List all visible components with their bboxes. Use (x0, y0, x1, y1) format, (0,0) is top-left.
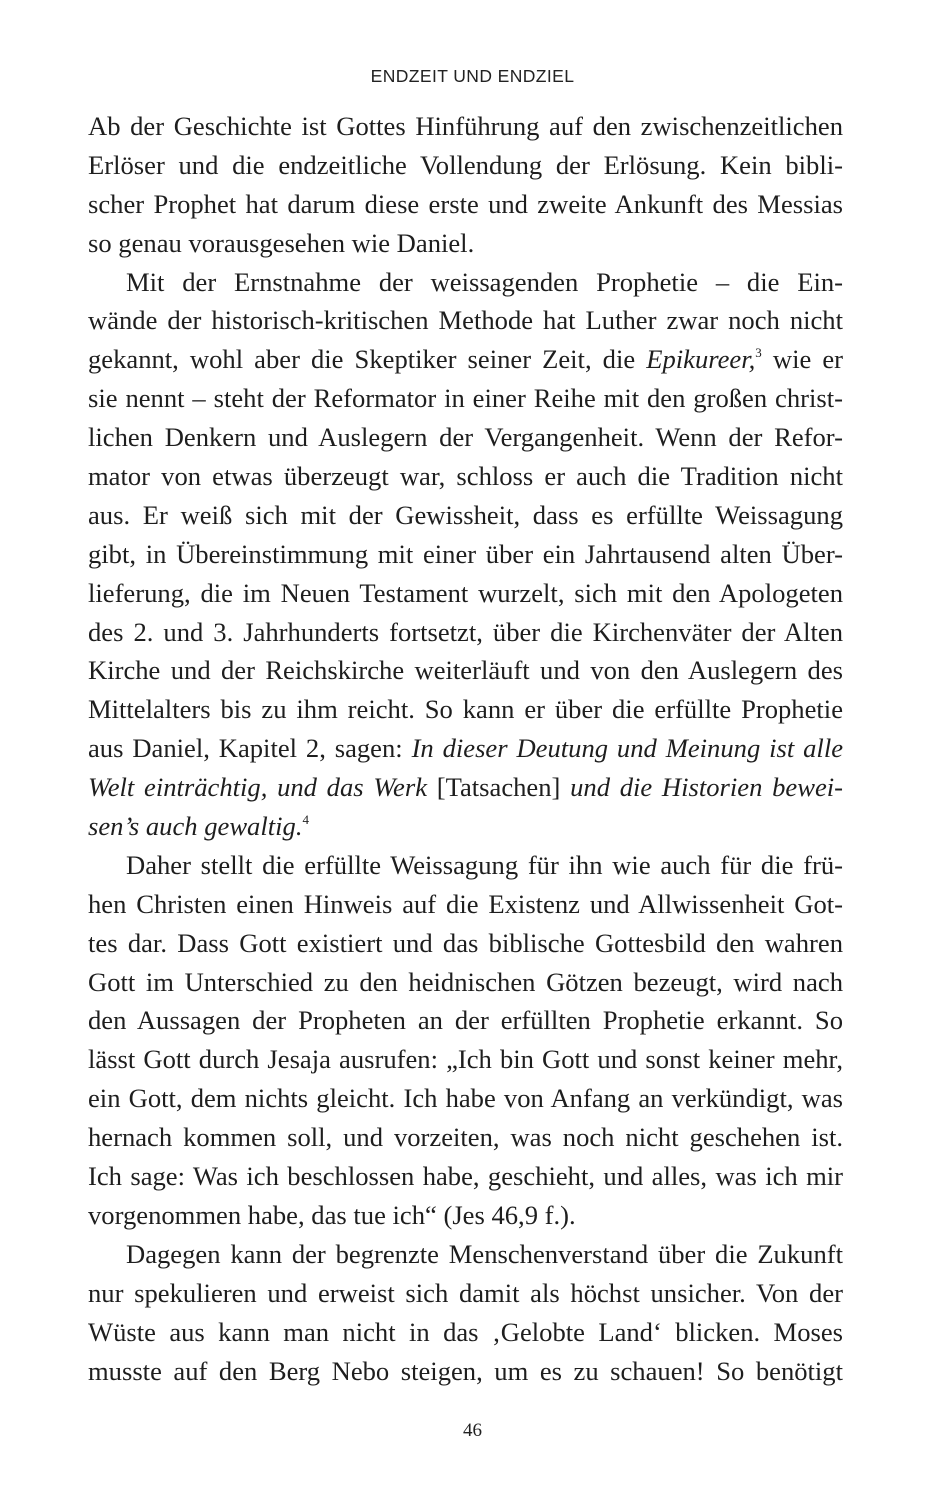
text-line (88, 729, 843, 768)
text-line: so genau vorausgesehen wie Daniel. (88, 227, 475, 258)
text-line: sie nennt – steht der Reformator in einer Reihe mit den großen christ- (88, 383, 843, 414)
footnote-marker: 3 (755, 345, 762, 361)
italic-quote: und die Historien bewei- (570, 772, 843, 803)
text-line: aus. Er weiß sich mit der Gewissheit, dass es erfüllte Weissagung (88, 499, 843, 530)
text-line: nur spekulieren und erweist sich damit als höchst unsicher. Von der (88, 1277, 843, 1308)
text-segment: aus Daniel, Kapitel 2, sagen: (88, 733, 412, 764)
text-line: Wüste aus kann man nicht in das ‚Gelobte Land‘ blicken. Moses (88, 1316, 843, 1347)
text-line: des 2. und 3. Jahrhunderts fortsetzt, über die Kirchenväter der Alten (88, 616, 843, 647)
text-line (88, 807, 843, 846)
italic-term: Epikureer, (646, 344, 756, 375)
text-line: Dagegen kann der begrenzte Menschenverstand über die Zukunft (126, 1238, 843, 1269)
text-line (88, 340, 843, 379)
text-line: musste auf den Berg Nebo steigen, um es zu schauen! So benötigt (88, 1355, 843, 1386)
text-line (88, 768, 843, 807)
page-number: 46 (463, 1420, 482, 1441)
text-line: ein Gott, dem nichts gleicht. Ich habe von Anfang an verkündigt, was (88, 1083, 843, 1114)
text-line: Kirche und der Reichskirche weiterläuft und von den Auslegern des (88, 655, 843, 686)
text-line: hernach kommen soll, und vorzeiten, was noch nicht geschehen ist. (88, 1122, 843, 1153)
body-text (88, 107, 843, 1390)
italic-quote: In dieser Deutung und Meinung ist alle (411, 733, 844, 764)
italic-quote: Welt einträchtig, und das Werk (88, 772, 428, 803)
text-line: lässt Gott durch Jesaja ausrufen: „Ich bin Gott und sonst keiner mehr, (88, 1044, 843, 1075)
text-line: Daher stellt die erfüllte Weissagung für ihn wie auch für die frü- (126, 849, 843, 880)
italic-quote: sen’s auch gewaltig. (88, 811, 303, 842)
text-line: Ab der Geschichte ist Gottes Hinführung auf den zwischenzeitlichen (88, 111, 843, 141)
text-segment: wie er (761, 344, 843, 375)
text-line: wände der historisch-kritischen Methode hat Luther zwar noch nicht (88, 305, 843, 336)
text-line: den Aussagen der Propheten an der erfüllten Prophetie erkannt. So (88, 1005, 843, 1036)
text-line: mator von etwas überzeugt war, schloss er auch die Tradition nicht (88, 461, 843, 492)
text-line: vorgenommen habe, das tue ich“ (Jes 46,9 f.). (88, 1199, 576, 1230)
text-line: Gott im Unterschied zu den heidnischen Götzen bezeugt, wird nach (88, 966, 843, 997)
text-line: tes dar. Dass Gott existiert und das biblische Gottesbild den wahren (88, 927, 843, 958)
text-line: gibt, in Übereinstimmung mit einer über ein Jahrtausend alten Über- (88, 538, 843, 569)
text-line: scher Prophet hat darum diese erste und zweite Ankunft des Messias (88, 188, 843, 219)
text-line: Ich sage: Was ich beschlossen habe, geschieht, und alles, was ich mir (88, 1161, 843, 1192)
text-line: lichen Denkern und Auslegern der Vergangenheit. Wenn der Refor- (88, 422, 843, 453)
running-head: ENDZEIT UND ENDZIEL (370, 66, 575, 86)
text-line: lieferung, die im Neuen Testament wurzelt, sich mit den Apologeten (88, 577, 843, 608)
text-line: Mittelalters bis zu ihm reicht. So kann er über die erfüllte Prophetie (88, 694, 843, 725)
text-line: Mit der Ernstnahme der weissagenden Prophetie – die Ein- (126, 266, 843, 297)
footnote-marker: 4 (302, 812, 309, 828)
text-segment: gekannt, wohl aber die Skeptiker seiner Zeit, die (88, 344, 647, 375)
text-line: Erlöser und die endzeitliche Vollendung der Erlösung. Kein bibli- (88, 149, 843, 180)
text-segment: [Tatsachen] (427, 772, 571, 803)
text-line: hen Christen einen Hinweis auf die Existenz und Allwissenheit Got- (88, 888, 843, 919)
